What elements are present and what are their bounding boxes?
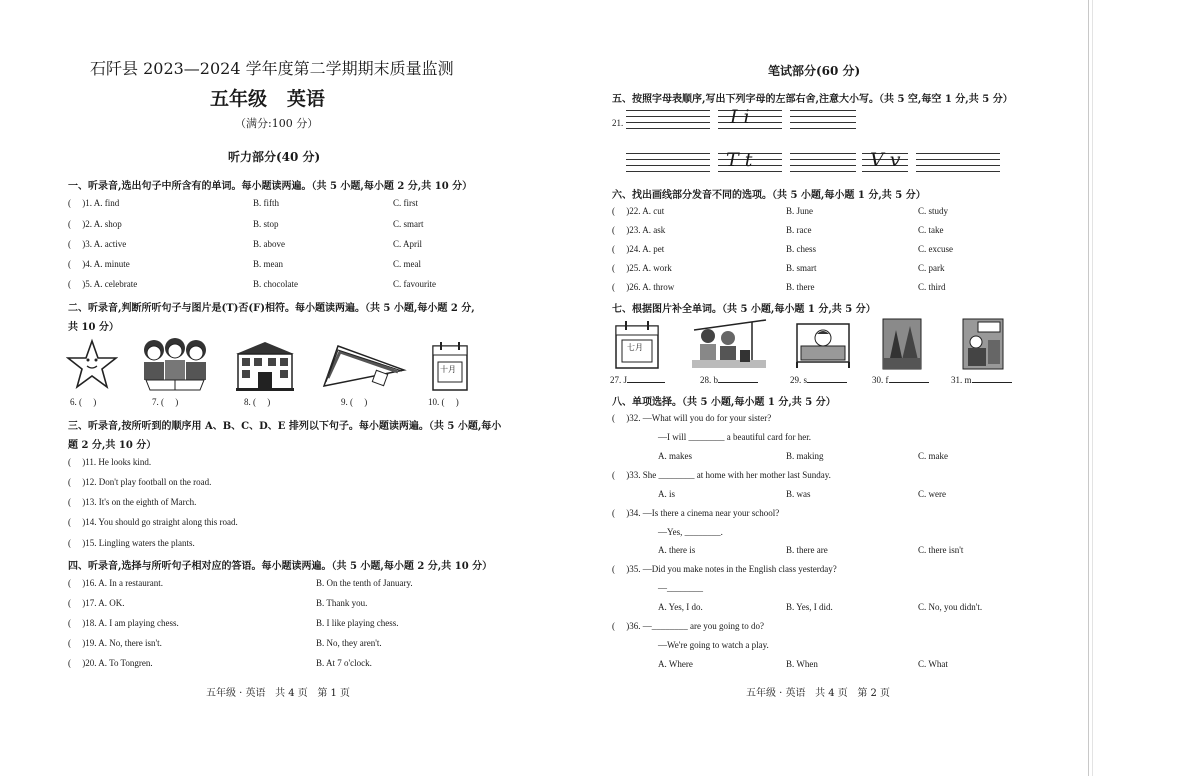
letter-Ii: I i: [730, 106, 750, 128]
q22-c: C. study: [918, 206, 949, 216]
scan-edge-line: [1088, 0, 1089, 776]
q16-a: ( )16. A. In a restaurant.: [68, 578, 163, 588]
q19-b: B. No, they aren't.: [316, 638, 382, 648]
children-kite-picture: [688, 316, 770, 370]
q27-prefix: 27. J: [610, 375, 628, 385]
subject-title: 五年级 英语: [210, 88, 325, 110]
q12: ( )12. Don't play football on the road.: [68, 477, 212, 487]
section3-heading-cont: 题 2 分,共 10 分）: [68, 440, 157, 451]
q32-b: B. making: [786, 451, 824, 461]
q32-line2: —I will ________ a beautiful card for her.: [658, 432, 811, 442]
calendar-july-text: 七月: [627, 343, 643, 352]
q34-line2: —Yes, ________.: [658, 527, 723, 537]
q4-c: C. meal: [393, 259, 421, 269]
q18-b: B. I like playing chess.: [316, 618, 399, 628]
q23-b: B. race: [786, 225, 812, 235]
q8-label: 8. ( ): [244, 397, 271, 407]
building-picture: [232, 340, 298, 392]
q34: ( )34. —Is there a cinema near your school?: [612, 508, 780, 518]
q16-b: B. On the tenth of January.: [316, 578, 413, 588]
q23-c: C. take: [918, 225, 944, 235]
q1-a: ( )1. A. find: [68, 198, 120, 208]
sandwich-picture: [318, 342, 408, 392]
q35-c: C. No, you didn't.: [918, 602, 983, 612]
q6-label: 6. ( ): [70, 397, 97, 407]
q33-c: C. were: [918, 489, 946, 499]
q2-c: C. smart: [393, 219, 424, 229]
q28-label: [700, 375, 758, 385]
q2-a: ( )2. A. shop: [68, 219, 122, 229]
forest-picture: [882, 318, 922, 370]
q31-prefix: 31. m: [951, 375, 972, 385]
section5-heading: 五、按照字母表顺序,写出下列字母的左部右舍,注意大小写。（共 5 空,每空 1 分,共 5 分）: [612, 94, 1013, 105]
listening-title: 听力部分(40 分): [228, 150, 321, 164]
q25-a: ( )25. A. work: [612, 263, 672, 273]
q18-a: ( )18. A. I am playing chess.: [68, 618, 179, 628]
q29-label: [790, 375, 847, 385]
q22-b: B. June: [786, 206, 813, 216]
q22-a: ( )22. A. cut: [612, 206, 665, 216]
exam-title: 石阡县 2023—2024 学年度第二学期期末质量监测: [90, 59, 454, 78]
q35-a: A. Yes, I do.: [658, 602, 703, 612]
q29-prefix: 29. s: [790, 375, 808, 385]
q26-a: ( )26. A. throw: [612, 282, 675, 292]
q33-b: B. was: [786, 489, 811, 499]
section8-heading: 八、单项选择。（共 5 小题,每小题 1 分,共 5 分）: [612, 397, 836, 408]
section4-heading: 四、听录音,选择与所听句子相对应的答语。每小题读两遍。（共 5 小题,每小题 2 分,共 10 分）: [68, 561, 493, 572]
section7-heading: 七、根据图片补全单词。（共 5 小题,每小题 1 分,共 5 分）: [612, 304, 876, 315]
q20-b: B. At 7 o'clock.: [316, 658, 372, 668]
letter-Tt: T t: [726, 149, 753, 171]
q15: ( )15. Lingling waters the plants.: [68, 538, 195, 548]
q1-c: C. first: [393, 198, 419, 208]
q17-a: ( )17. A. OK.: [68, 598, 125, 608]
section1-heading: 一、听录音,选出句子中所含有的单词。每小题读两遍。（共 5 小题,每小题 2 分,共 10 分）: [68, 181, 473, 192]
q17-b: B. Thank you.: [316, 598, 368, 608]
q3-c: C. April: [393, 239, 423, 249]
letter-Vv: V v: [870, 149, 901, 171]
q10-label: 10. ( ): [428, 397, 459, 407]
q5-b: B. chocolate: [253, 279, 298, 289]
scan-edge-line-faint: [1092, 0, 1093, 776]
q27-label: [610, 375, 665, 385]
bed-picture: [793, 318, 853, 368]
q4-a: ( )4. A. minute: [68, 259, 130, 269]
calendar-october-text: 十月: [440, 365, 456, 374]
written-title: 笔试部分(60 分): [768, 64, 861, 78]
q36: ( )36. —________ are you going to do?: [612, 621, 764, 631]
q25-b: B. smart: [786, 263, 817, 273]
section2-heading: 二、听录音,判断所听句子与图片是(T)否(F)相符。每小题读两遍。（共 5 小题,每小题 2 分,: [68, 303, 475, 314]
q24-c: C. excuse: [918, 244, 953, 254]
q28-prefix: 28. b: [700, 375, 718, 385]
q3-a: ( )3. A. active: [68, 239, 127, 249]
q13: ( )13. It's on the eighth of March.: [68, 497, 197, 507]
q36-a: A. Where: [658, 659, 693, 669]
q19-a: ( )19. A. No, there isn't.: [68, 638, 162, 648]
q21-label: 21.: [612, 118, 624, 128]
q4-b: B. mean: [253, 259, 283, 269]
q32: ( )32. —What will you do for your sister?: [612, 413, 772, 423]
q35-b: B. Yes, I did.: [786, 602, 833, 612]
q33-a: A. is: [658, 489, 676, 499]
section2-heading-cont: 共 10 分）: [68, 322, 119, 333]
q32-c: C. make: [918, 451, 948, 461]
right-footer: 五年级 · 英语 共 4 页 第 2 页: [746, 688, 891, 699]
q3-b: B. above: [253, 239, 285, 249]
q7-label: 7. ( ): [152, 397, 179, 407]
q23-a: ( )23. A. ask: [612, 225, 666, 235]
q30-prefix: 30. f: [872, 375, 889, 385]
q26-c: C. third: [918, 282, 946, 292]
q34-c: C. there isn't: [918, 545, 964, 555]
q35: ( )35. —Did you make notes in the English class yesterday?: [612, 564, 837, 574]
q35-line2: —________: [658, 583, 703, 593]
left-footer: 五年级 · 英语 共 4 页 第 1 页: [206, 688, 351, 699]
q31-label: [951, 375, 1012, 385]
music-picture: [962, 318, 1004, 370]
q14: ( )14. You should go straight along this road.: [68, 517, 238, 527]
children-reading-picture: [136, 336, 214, 392]
q2-b: B. stop: [253, 219, 279, 229]
q24-b: B. chess: [786, 244, 816, 254]
q36-c: C. What: [918, 659, 948, 669]
q34-a: A. there is: [658, 545, 696, 555]
q36-b: B. When: [786, 659, 818, 669]
q25-c: C. park: [918, 263, 945, 273]
star-picture: [66, 338, 118, 390]
section6-heading: 六、找出画线部分发音不同的选项。（共 5 小题,每小题 1 分,共 5 分）: [612, 190, 926, 201]
q30-label: [872, 375, 929, 385]
q26-b: B. there: [786, 282, 815, 292]
full-score: （满分:100 分）: [235, 117, 319, 130]
q32-a: A. makes: [658, 451, 692, 461]
q5-a: ( )5. A. celebrate: [68, 279, 138, 289]
q5-c: C. favourite: [393, 279, 436, 289]
q20-a: ( )20. A. To Tongren.: [68, 658, 153, 668]
q1-b: B. fifth: [253, 198, 279, 208]
section3-heading: 三、听录音,按所听到的顺序用 A、B、C、D、E 排列以下句子。每小题读两遍。（共 5 小题,每小: [68, 421, 502, 432]
q36-line2: —We're going to watch a play.: [658, 640, 769, 650]
q33: ( )33. She ________ at home with her mother last Sunday.: [612, 470, 831, 480]
q11: ( )11. He looks kind.: [68, 457, 152, 467]
q34-b: B. there are: [786, 545, 828, 555]
q24-a: ( )24. A. pet: [612, 244, 665, 254]
q9-label: 9. ( ): [341, 397, 368, 407]
